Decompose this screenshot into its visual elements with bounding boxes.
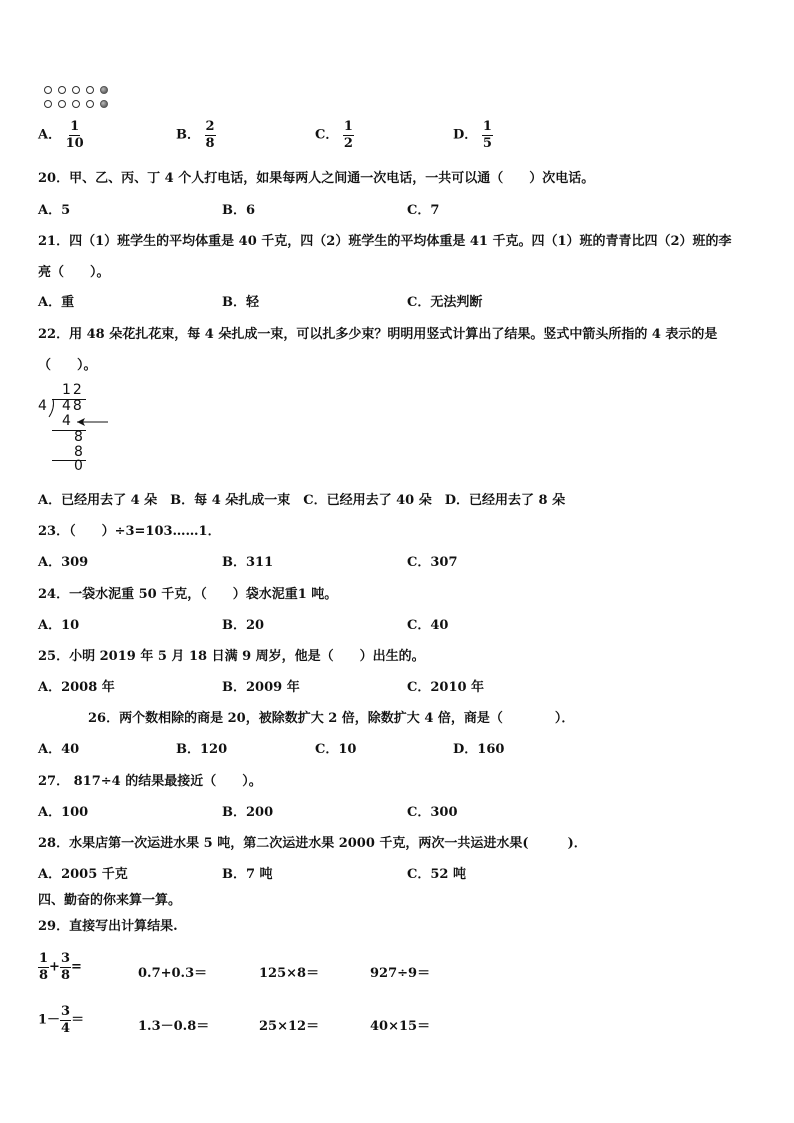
- q19-option-c-num: 1: [343, 119, 353, 134]
- q22-question-line2: （ ）。: [38, 358, 97, 373]
- q20-option-c[interactable]: C．7: [407, 203, 440, 218]
- q19-option-b-letter: B．: [176, 127, 200, 143]
- q19-option-d-fraction: [482, 120, 493, 150]
- circle-icon: [86, 86, 94, 94]
- section4-title: 四、勤奋的你来算一算。: [38, 893, 182, 908]
- circle-icon: [86, 100, 94, 108]
- calc-plus-sign: +: [49, 959, 60, 975]
- q28-option-b[interactable]: B．7 吨: [222, 867, 273, 882]
- q24-option-b[interactable]: B．20: [222, 618, 265, 633]
- calc-row2-item-1[interactable]: 1.3－0.8＝: [138, 1019, 210, 1034]
- calc-row1-fraction-sum[interactable]: [38, 952, 82, 982]
- division-step1: 4: [62, 413, 71, 429]
- calc-row2-item-3[interactable]: 40×15＝: [370, 1019, 431, 1034]
- q19-option-b-den: 8: [205, 135, 215, 151]
- calc-row2-fraction-diff[interactable]: [38, 1005, 84, 1035]
- q27-option-a[interactable]: A．100: [38, 805, 89, 820]
- q29-question: 29．直接写出计算结果.: [38, 919, 178, 934]
- circle-icon: [72, 86, 80, 94]
- q25-option-a[interactable]: A．2008 年: [38, 680, 115, 695]
- calc-row1-item-2[interactable]: 125×8＝: [259, 966, 320, 981]
- q25-option-b[interactable]: B．2009 年: [222, 680, 300, 695]
- q20-question: 20．甲、乙、丙、丁 4 个人打电话，如果每两人之间通一次电话，一共可以通（ ）次电话。: [38, 171, 595, 186]
- q19-circle-figure: [44, 86, 124, 112]
- q19-option-d-den: 5: [482, 135, 492, 151]
- q19-option-b-fraction: [205, 120, 216, 150]
- q26-option-b[interactable]: B．120: [176, 742, 228, 757]
- circle-icon: [58, 100, 66, 108]
- division-bracket: [48, 398, 58, 418]
- q24-option-c[interactable]: C．40: [407, 618, 449, 633]
- q28-question: 28．水果店第一次运进水果 5 吨，第二次运进水果 2000 千克，两次一共运进水果( )．: [38, 836, 587, 851]
- q23-option-b[interactable]: B．311: [222, 555, 274, 570]
- circle-icon: [44, 86, 52, 94]
- q21-option-b[interactable]: B．轻: [222, 295, 259, 310]
- division-divisor: 4: [38, 398, 47, 414]
- division-step3: 8: [74, 444, 83, 460]
- q27-option-b[interactable]: B．200: [222, 805, 274, 820]
- calc-row1-item-3[interactable]: 927÷9＝: [370, 966, 431, 981]
- calc-fraction-a: [38, 952, 49, 982]
- q24-question: 24．一袋水泥重 50 千克，（ ）袋水泥重1 吨。: [38, 587, 338, 602]
- q26-question: 26．两个数相除的商是 20，被除数扩大 2 倍，除数扩大 4 倍，商是（ ）．: [88, 711, 575, 726]
- q19-option-d-num: 1: [482, 119, 492, 134]
- q19-option-a-den: 10: [65, 135, 84, 151]
- q19-option-a-fraction: [66, 120, 84, 150]
- q19-option-a[interactable]: [38, 120, 84, 150]
- q20-option-a[interactable]: A．5: [38, 203, 71, 218]
- circle-icon: [100, 100, 108, 108]
- calc-row2-item-2[interactable]: 25×12＝: [259, 1019, 320, 1034]
- calc-fraction-a-den: 8: [39, 967, 49, 983]
- q21-option-c[interactable]: C．无法判断: [407, 295, 483, 310]
- q28-option-a[interactable]: A．2005 千克: [38, 867, 128, 882]
- calc-fraction-b-num: 3: [60, 951, 70, 966]
- calc-fraction-a-num: 1: [39, 951, 49, 966]
- division-remainder: 0: [74, 458, 83, 474]
- q21-option-a[interactable]: A．重: [38, 295, 75, 310]
- q26-option-a[interactable]: A．40: [38, 742, 80, 757]
- q19-option-b-num: 2: [205, 119, 215, 134]
- q28-option-c[interactable]: C．52 吨: [407, 867, 466, 882]
- q19-option-b[interactable]: [176, 120, 216, 150]
- division-dividend: 48: [62, 398, 84, 414]
- arrow-icon: [74, 417, 110, 427]
- q19-option-a-letter: A．: [38, 127, 62, 143]
- circle-icon: [58, 86, 66, 94]
- q23-option-c[interactable]: C．307: [407, 555, 458, 570]
- q23-option-a[interactable]: A．309: [38, 555, 89, 570]
- division-step2: 8: [74, 429, 83, 445]
- calc-fraction-b: [60, 952, 71, 982]
- circle-icon: [72, 100, 80, 108]
- q25-option-c[interactable]: C．2010 年: [407, 680, 485, 695]
- calc-row2-lead: 1－: [38, 1012, 61, 1028]
- calc-fraction-c-num: 3: [61, 1004, 71, 1019]
- q25-question: 25．小明 2019 年 5 月 18 日满 9 周岁，他是（ ）出生的。: [38, 649, 425, 664]
- q27-question: 27． 817÷4 的结果最接近（ ）。: [38, 774, 262, 789]
- q27-option-c[interactable]: C．300: [407, 805, 458, 820]
- calc-fraction-c: [60, 1005, 71, 1035]
- q19-option-c[interactable]: [315, 120, 354, 150]
- calc-fraction-c-den: 4: [61, 1020, 71, 1036]
- calc-fraction-b-den: 8: [60, 967, 70, 983]
- q19-option-d-letter: D．: [453, 127, 478, 143]
- q24-option-a[interactable]: A．10: [38, 618, 80, 633]
- q19-option-c-fraction: [343, 120, 354, 150]
- q26-option-d[interactable]: D．160: [453, 742, 505, 757]
- division-quotient: 12: [62, 382, 84, 398]
- calc-row1-item-1[interactable]: 0.7+0.3＝: [138, 966, 208, 981]
- circle-icon: [100, 86, 108, 94]
- q21-question-line1: 21．四（1）班学生的平均体重是 40 千克，四（2）班学生的平均体重是 41 千克。四（1）班的青青比四（2）班的李: [38, 234, 732, 249]
- q20-option-b[interactable]: B．6: [222, 203, 256, 218]
- q23-question: 23．（ ）÷3=103……1．: [38, 524, 221, 539]
- circle-icon: [44, 100, 52, 108]
- q19-option-c-den: 2: [343, 135, 353, 151]
- q26-option-c[interactable]: C．10: [315, 742, 357, 757]
- calc-equals-sign: =: [71, 959, 82, 975]
- q22-question-line1: 22．用 48 朵花扎花束，每 4 朵扎成一束，可以扎多少束？明明用竖式计算出了结果。竖式中箭头所指的 4 表示的是: [38, 327, 718, 342]
- calc-row2-equals: ＝: [71, 1012, 85, 1028]
- q22-options[interactable]: A．已经用去了 4 朵 B．每 4 朵扎成一束 C．已经用去了 40 朵 D．已经用去了 8 朵: [38, 493, 566, 508]
- q19-option-d[interactable]: [453, 120, 493, 150]
- long-division-figure: [36, 380, 116, 475]
- q19-option-a-num: 1: [70, 119, 80, 134]
- q21-question-line2: 亮（ ）。: [38, 265, 110, 280]
- q19-option-c-letter: C．: [315, 127, 339, 143]
